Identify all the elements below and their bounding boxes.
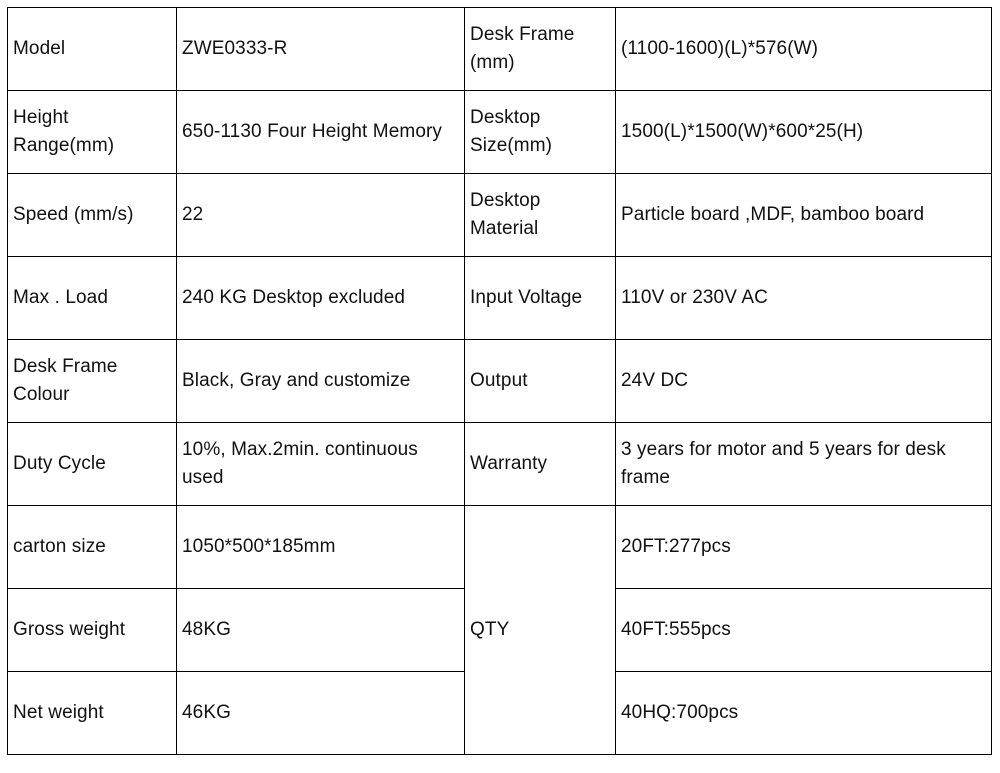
spec-label: Max . Load (8, 257, 177, 340)
table-row (8, 340, 992, 423)
spec-value: 3 years for motor and 5 years for desk frame (616, 423, 992, 506)
spec-table (7, 7, 992, 755)
spec-label: Gross weight (8, 589, 177, 672)
spec-label: Desktop Size(mm) (465, 91, 616, 174)
spec-label: Input Voltage (465, 257, 616, 340)
spec-label: Warranty (465, 423, 616, 506)
spec-label: Desk Frame (mm) (465, 8, 616, 91)
spec-label: Output (465, 340, 616, 423)
qty-label: QTY (465, 506, 616, 755)
table-row (8, 506, 992, 589)
table-row (8, 423, 992, 506)
spec-value: 10%, Max.2min. continuous used (177, 423, 465, 506)
spec-value: 110V or 230V AC (616, 257, 992, 340)
spec-label: Speed (mm/s) (8, 174, 177, 257)
spec-label: Net weight (8, 672, 177, 755)
spec-label: carton size (8, 506, 177, 589)
spec-value: 650-1130 Four Height Memory (177, 91, 465, 174)
spec-label: Model (8, 8, 177, 91)
spec-label: Desk Frame Colour (8, 340, 177, 423)
spec-value: 46KG (177, 672, 465, 755)
spec-value: 24V DC (616, 340, 992, 423)
spec-value: 22 (177, 174, 465, 257)
spec-value: 40HQ:700pcs (616, 672, 992, 755)
spec-label: Desktop Material (465, 174, 616, 257)
spec-value: Particle board ,MDF, bamboo board (616, 174, 992, 257)
table-row (8, 91, 992, 174)
table-row (8, 174, 992, 257)
spec-value: ZWE0333-R (177, 8, 465, 91)
spec-value: 48KG (177, 589, 465, 672)
spec-value: 1500(L)*1500(W)*600*25(H) (616, 91, 992, 174)
table-row (8, 8, 992, 91)
table-row (8, 257, 992, 340)
spec-value: Black, Gray and customize (177, 340, 465, 423)
spec-label: Duty Cycle (8, 423, 177, 506)
spec-value: 20FT:277pcs (616, 506, 992, 589)
spec-value: 240 KG Desktop excluded (177, 257, 465, 340)
spec-value: (1100-1600)(L)*576(W) (616, 8, 992, 91)
spec-label: Height Range(mm) (8, 91, 177, 174)
spec-value: 40FT:555pcs (616, 589, 992, 672)
spec-value: 1050*500*185mm (177, 506, 465, 589)
